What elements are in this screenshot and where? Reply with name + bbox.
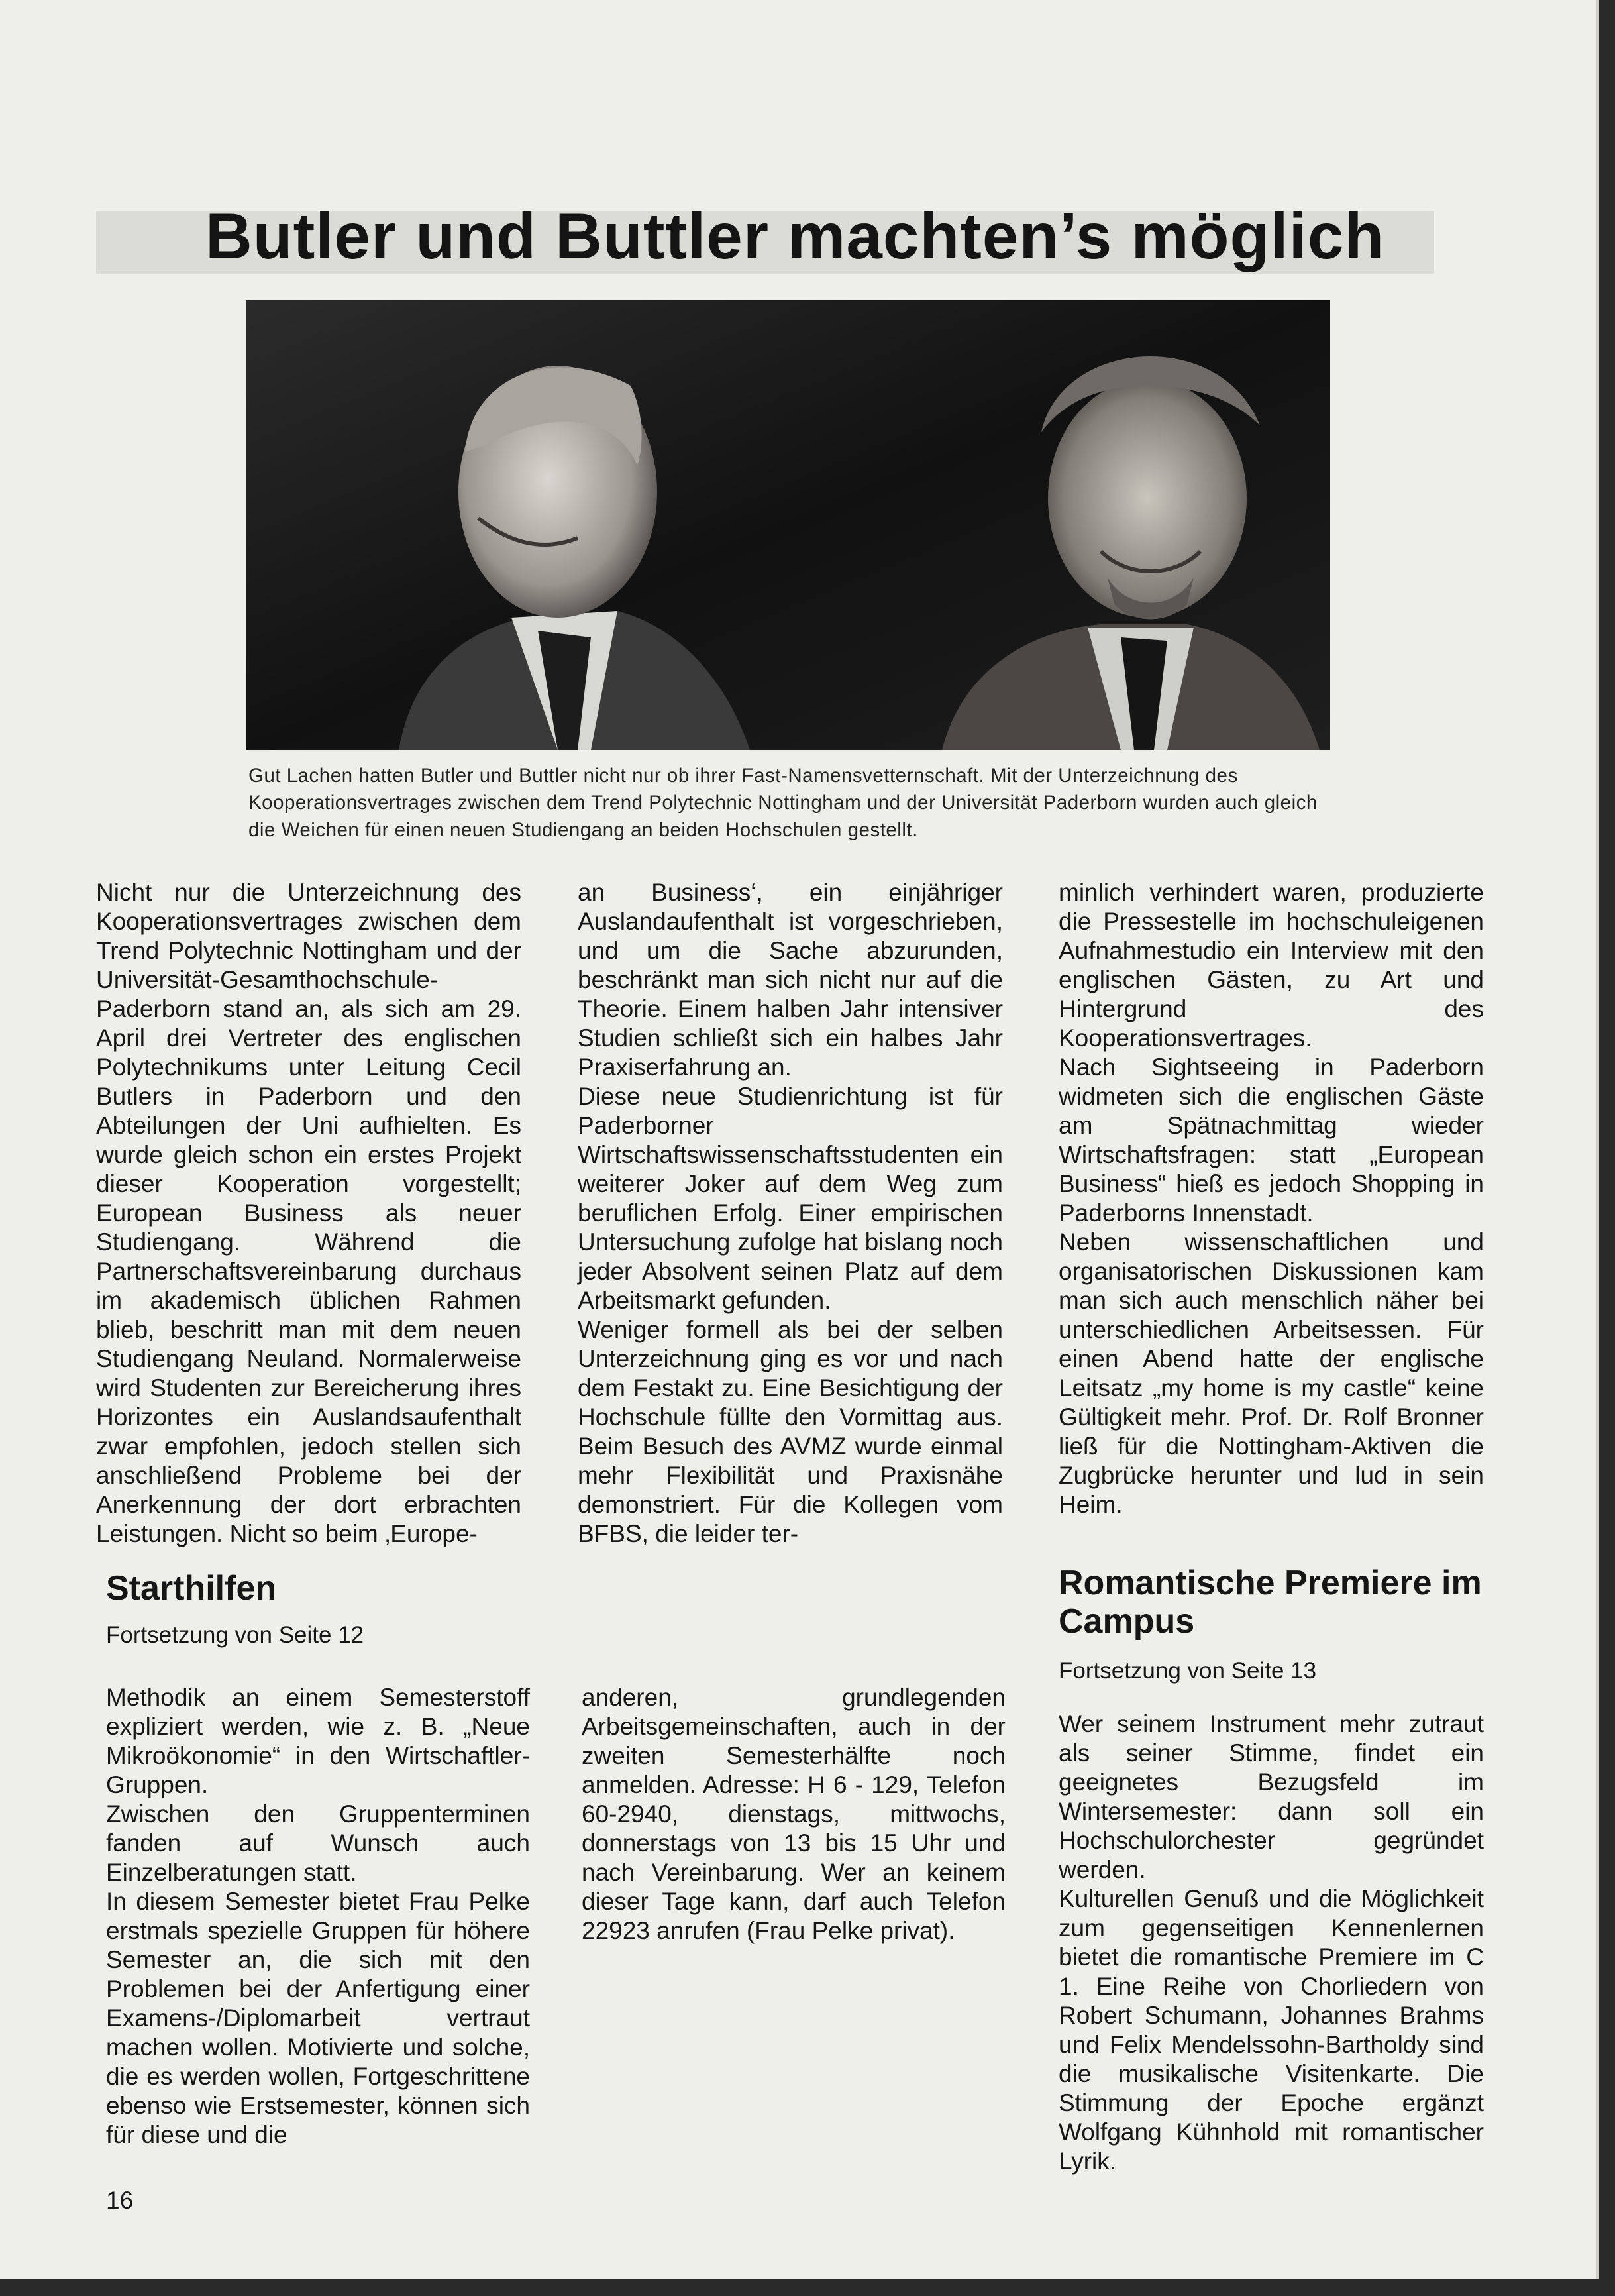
starthilfen-column-2 — [582, 1683, 1006, 1945]
article-col1-text: Nicht nur die Unterzeichnung des Kooperationsvertrages zwischen dem Trend Polytechnic Nottingham und der Universität-Gesamthochschule-Paderborn stand an, als sich am 29. April drei Vertreter des englischen Polytechnikums unter Leitung Cecil Butlers in Paderborn und den Abteilungen der Uni aufhielten. Es wurde gleich schon ein erstes Projekt dieser Kooperation vorgestellt; European Business als neuer Studiengang. Während die Partnerschaftsvereinbarung durchaus im akademisch üblichen Rahmen blieb, beschritt man mit dem neuen Studiengang Neuland. Normalerweise wird Studenten zur Bereicherung ihres Horizontes ein Auslandsaufenthalt zwar empfohlen, jedoch stellen sich anschließend Probleme bei der Anerkennung der dort erbrachten Leistungen. Nicht so beim ‚Europe- — [96, 879, 521, 1547]
romantische-column — [1059, 1710, 1484, 2176]
starthilfen-subheading: Fortsetzung von Seite 12 — [106, 1622, 364, 1648]
starthilfen-col2-text: anderen, grundlegenden Arbeitsgemeinschaften, auch in der zweiten Semesterhälfte noch anmelden. Adresse: H 6 - 129, Telefon 60-2940, dienstags, mittwochs, donnerstags von 13 bis 15 Uhr und nach Vereinbarung. Wer an keinem dieser Tage kann, darf auch Telefon 22923 anrufen (Frau Pelke privat). — [582, 1684, 1006, 1944]
romantische-para-1: Wer seinem Instrument mehr zutraut als seiner Stimme, findet ein geeignetes Bezugsfeld im Wintersemester: dann soll ein Hochschulorchester gegründet werden. — [1059, 1710, 1484, 1883]
article-title: Butler und Buttler machten’s möglich — [205, 199, 1385, 272]
article-col3-para-2: Nach Sightseeing in Paderborn widmeten sich die englischen Gäste am Spätnachmittag wieder Wirtschaftsfragen: statt „European Business“ hieß es jedoch Shopping in Paderborns Innenstadt. — [1059, 1054, 1484, 1227]
article-col2-para-1: an Business‘, ein einjähriger Auslandaufenthalt ist vorgeschrieben, und um die Sache abzurunden, beschränkt man sich nicht nur auf die Theorie. Einem halben Jahr intensiver Studien schließt sich ein halbes Jahr Praxiserfahrung an. — [578, 879, 1003, 1081]
photo-caption: Gut Lachen hatten Butler und Buttler nicht nur ob ihrer Fast-Namensvetternschaft. Mit der Unterzeichnung des Kooperationsvertrages zwischen dem Trend Polytechnic Nottingham und der Universität Paderborn wurden auch gleich die Weichen für einen neuen Studiengang an beiden Hochschulen gestellt. — [248, 765, 1318, 841]
starthilfen-col1-para-3: In diesem Semester bietet Frau Pelke erstmals spezielle Gruppen für höhere Semester an, die sich mit den Problemen bei der Anfertigung einer Examens-/Diplomarbeit vertraut machen wollen. Motivierte und solche, die es werden wollen, Fortgeschrittene ebenso wie Erstsemester, können sich für diese und die — [106, 1888, 530, 2148]
article-column-3 — [1059, 878, 1484, 1519]
article-column-1 — [96, 878, 521, 1549]
starthilfen-heading: Starthilfen — [106, 1569, 277, 1608]
romantische-para-2: Kulturellen Genuß und die Möglichkeit zum gegenseitigen Kennenlernen bietet die romantische Premiere im C 1. Eine Reihe von Chorliedern von Robert Schumann, Johannes Brahms und Felix Mendelssohn-Bartholdy sind die musikalische Visitenkarte. Die Stimmung der Epoche ergänzt Wolfgang Kühnhold mit romantischer Lyrik. — [1059, 1885, 1484, 2175]
starthilfen-col1-para-1: Methodik an einem Semesterstoff expliziert werden, wie z. B. „Neue Mikroökonomie“ in den Wirtschaftler-Gruppen. — [106, 1684, 530, 1798]
article-photo — [246, 300, 1330, 750]
article-col3-para-3: Neben wissenschaftlichen und organisatorischen Diskussionen kam man sich auch menschlich näher bei unterschiedlichen Arbeitsessen. Für einen Abend hatte der englische Leitsatz „my home is my castle“ keine Gültigkeit mehr. Prof. Dr. Rolf Bronner ließ für die Nottingham-Aktiven die Zugbrücke herunter und lud in sein Heim. — [1059, 1229, 1484, 1518]
article-col2-para-2: Diese neue Studienrichtung ist für Paderborner Wirtschaftswissenschaftsstudenten ein weiterer Joker auf dem Weg zum beruflichen Erfolg. Einer empirischen Untersuchung zufolge hat bislang noch jeder Absolvent seinen Platz auf dem Arbeitsmarkt gefunden. — [578, 1083, 1003, 1314]
article-col3-para-1: minlich verhindert waren, produzierte die Pressestelle im hochschuleigenen Aufnahmestudio ein Interview mit den englischen Gästen, zu Art und Hintergrund des Kooperationsvertrages. — [1059, 879, 1484, 1052]
page-number: 16 — [106, 2187, 134, 2214]
photo-illustration — [246, 300, 1330, 750]
article-column-2 — [578, 878, 1003, 1549]
starthilfen-col1-para-2: Zwischen den Gruppenterminen fanden auf Wunsch auch Einzelberatungen statt. — [106, 1800, 530, 1886]
romantische-subheading: Fortsetzung von Seite 13 — [1059, 1658, 1317, 1684]
romantische-heading: Romantische Premiere im Campus — [1059, 1564, 1482, 1641]
starthilfen-column-1 — [106, 1683, 530, 2150]
article-col2-para-3: Weniger formell als bei der selben Unterzeichnung ging es vor und nach dem Festakt zu. Eine Besichtigung der Hochschule füllte den Vormittag aus. Beim Besuch des AVMZ wurde einmal mehr Flexibilität und Praxisnähe demonstriert. Für die Kollegen vom BFBS, die leider ter- — [578, 1316, 1003, 1547]
